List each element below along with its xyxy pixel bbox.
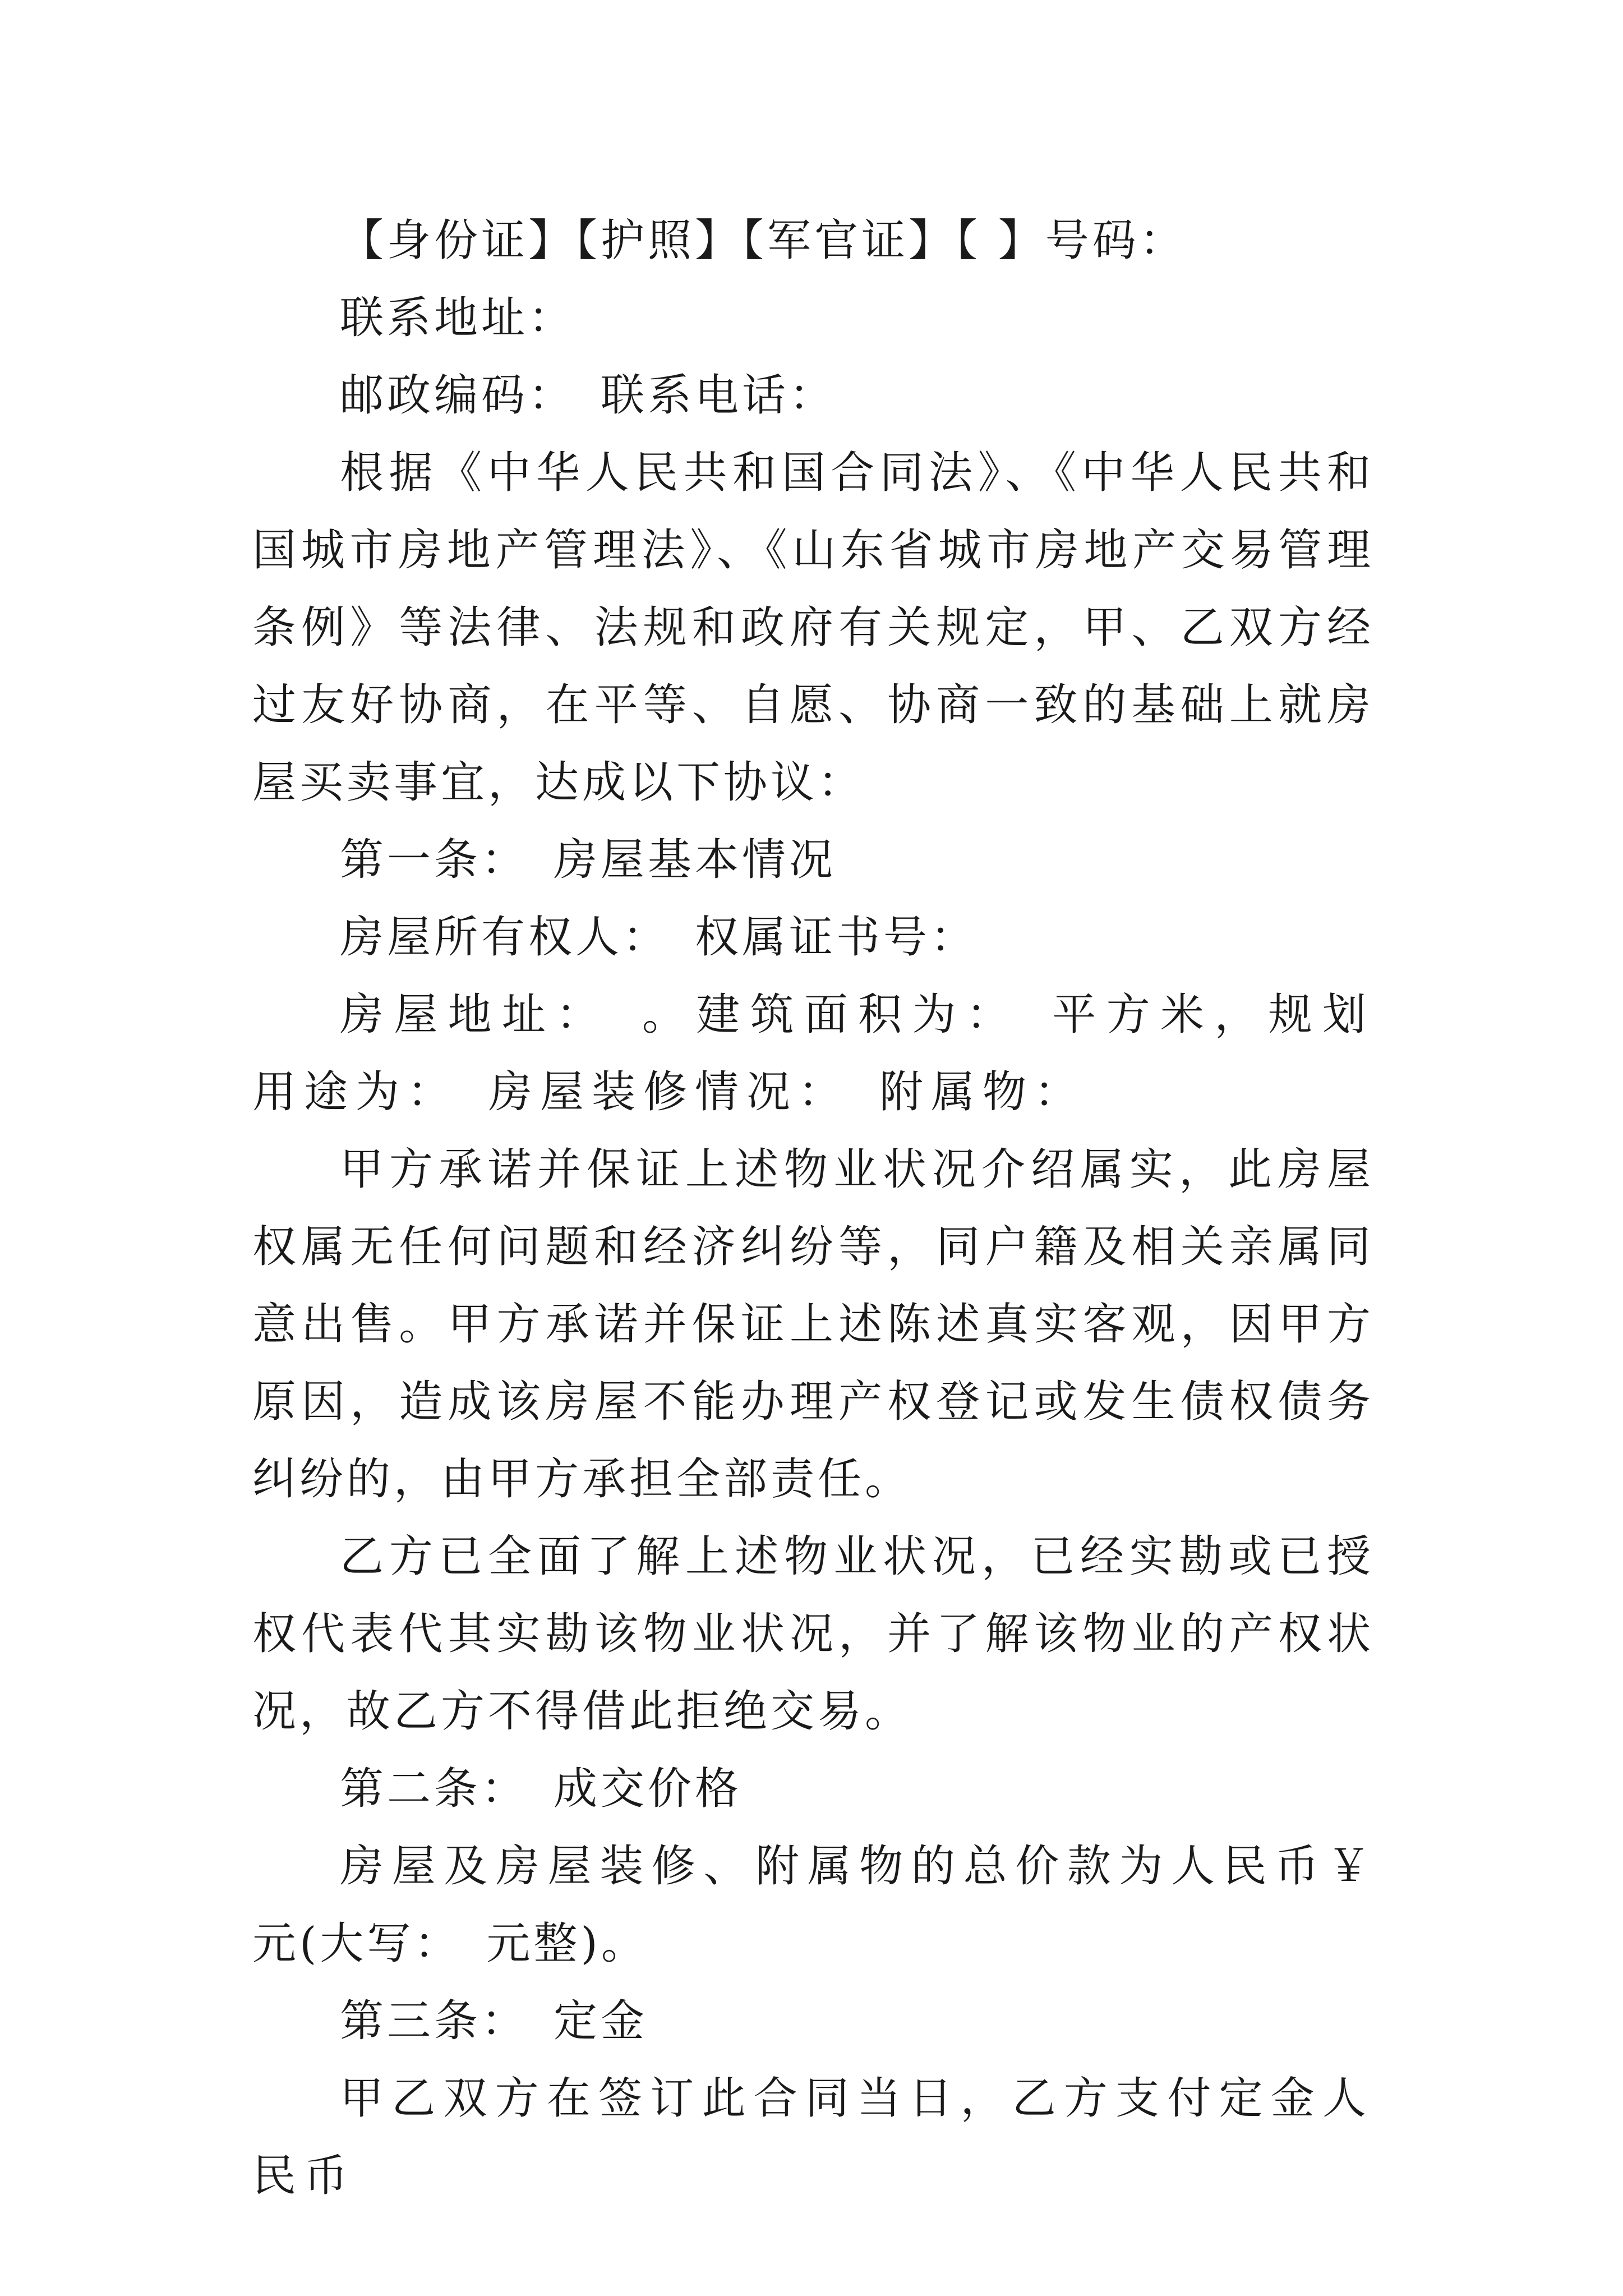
article-two-heading: 第二条： 成交价格	[340, 1764, 743, 1814]
buyer-acknowledgement-paragraph: 乙方已全面了解上述物业状况，已经实勘或已授权代表代其实勘该物业状况，并了解该物业的产权状况，故乙方不得借此拒绝交易。	[252, 1531, 1374, 1737]
total-price-paragraph: 房屋及房屋装修、附属物的总价款为人民币￥ 元(大写： 元整)。	[252, 1841, 1422, 1969]
preamble-paragraph: 根据《中华人民共和国合同法》、《中华人民共和国城市房地产管理法》、《山东省城市房地产交易管理条例》等法律、法规和政府有关规定，甲、乙双方经过友好协商，在平等、自愿、协商一致的基础上就房屋买卖事宜，达成以下协议：	[252, 448, 1374, 808]
article-one-heading: 第一条： 房屋基本情况	[340, 835, 837, 885]
id-number-line: 【身份证】【护照】【军官证】【 】号码：	[340, 215, 1187, 266]
property-address-paragraph: 房屋地址： 。建筑面积为： 平方米，规划用途为： 房屋装修情况： 附属物：	[252, 990, 1374, 1117]
contact-address-line: 联系地址：	[340, 293, 576, 343]
seller-guarantee-paragraph: 甲方承诺并保证上述物业状况介绍属实，此房屋权属无任何问题和经济纠纷等，同户籍及相关亲属同意出售。甲方承诺并保证上述陈述真实客观，因甲方原因，造成该房屋不能办理产权登记或发生债权债务纠纷的，由甲方承担全部责任。	[252, 1144, 1374, 1504]
document-body	[252, 202, 1422, 2215]
postal-phone-line: 邮政编码： 联系电话：	[340, 370, 837, 421]
owner-certificate-line: 房屋所有权人： 权属证书号：	[340, 912, 978, 963]
article-three-heading: 第三条： 定金	[340, 1996, 648, 2046]
deposit-paragraph: 甲乙双方在签订此合同当日，乙方支付定金人民币	[252, 2073, 1374, 2201]
